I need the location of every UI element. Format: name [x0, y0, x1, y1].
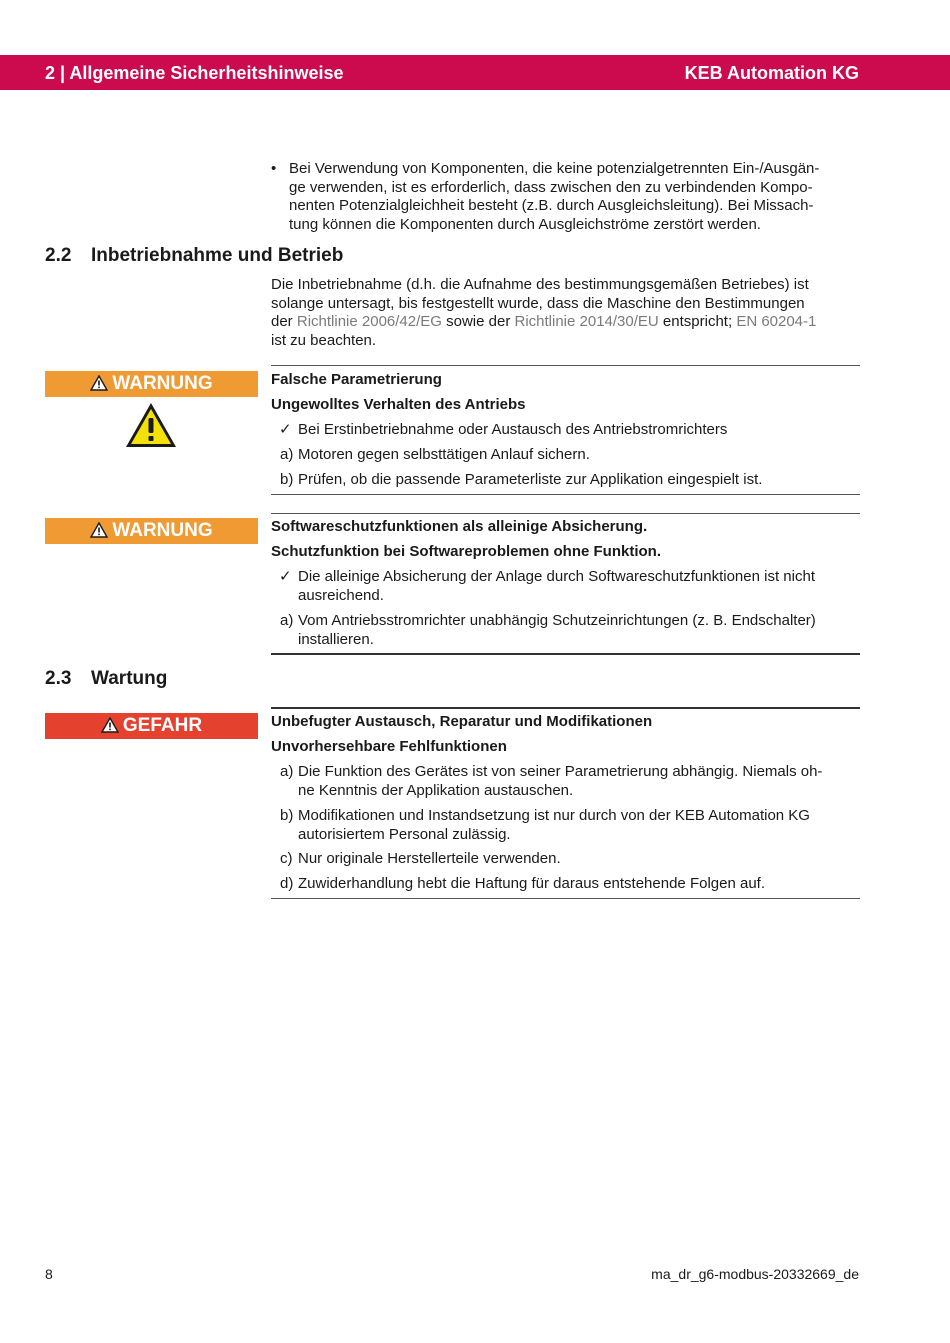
list-marker: c) — [280, 850, 293, 867]
list-item-text: Bei Erstinbetriebnahme oder Austausch des Antriebstromrichters — [298, 421, 728, 438]
warning-small-icon — [90, 522, 108, 538]
link-directive-2014-30[interactable]: Richtlinie 2014/30/EU — [514, 313, 659, 330]
danger-signal-label — [45, 713, 258, 739]
list-marker: a) — [280, 612, 294, 629]
paragraph-text: entspricht; — [658, 313, 737, 330]
section-title: Wartung — [91, 668, 168, 689]
danger-title: Unbefugter Austausch, Reparatur und Modifikationen — [271, 713, 653, 730]
warning1-title: Falsche Parametrierung — [271, 371, 442, 388]
paragraph-line: ist zu beachten. — [271, 331, 377, 349]
list-item — [271, 568, 861, 605]
list-marker: b) — [280, 471, 294, 488]
section-number: 2.3 — [45, 668, 72, 689]
list-item — [271, 850, 861, 869]
list-item — [271, 763, 861, 800]
danger-subtitle: Unvorhersehbare Fehlfunktionen — [271, 738, 507, 755]
divider — [271, 653, 860, 655]
list-item-text: ausreichend. — [298, 586, 384, 604]
paragraph-line — [271, 313, 861, 332]
link-directive-2006-42[interactable]: Richtlinie 2006/42/EG — [296, 313, 442, 330]
divider — [271, 365, 860, 366]
page-header — [0, 55, 950, 90]
chapter-title: 2 | Allgemeine Sicherheitshinweise — [45, 63, 344, 83]
bullet-line: tung können die Komponenten durch Ausgleichströme zerstört werden. — [289, 215, 761, 233]
commissioning-paragraph — [271, 276, 861, 350]
bullet-line: nenten Potenzialgleichheit besteht (z.B. durch Ausgleichsleitung). Bei Missach- — [289, 197, 814, 214]
document-id: ma_dr_g6-modbus-20332669_de — [651, 1266, 859, 1282]
company-name: KEB Automation KG — [684, 63, 859, 83]
list-marker: a) — [280, 763, 294, 780]
paragraph-line: solange untersagt, bis festgestellt wurde, dass die Maschine den Bestimmungen — [271, 294, 805, 312]
bullet-marker: • — [271, 160, 277, 177]
warning2-title: Softwareschutzfunktionen als alleinige Absicherung. — [271, 518, 648, 535]
warning-triangle-icon — [124, 401, 178, 449]
intro-bullet — [271, 160, 861, 234]
list-item — [271, 807, 861, 844]
list-item-text: Die alleinige Absicherung der Anlage durch Softwareschutzfunktionen ist nicht — [298, 568, 815, 585]
bullet-line: Bei Verwendung von Komponenten, die keine potenzialgetrennten Ein-/Ausgän- — [289, 160, 820, 177]
paragraph-line: Die Inbetriebnahme (d.h. die Aufnahme des bestimmungsgemäßen Betriebes) ist — [271, 276, 809, 293]
list-item-text: Prüfen, ob die passende Parameterliste zur Applikation eingespielt ist. — [298, 471, 763, 488]
warning1-subtitle: Ungewolltes Verhalten des Antriebs — [271, 396, 526, 413]
check-icon: ✓ — [279, 568, 292, 585]
warning-signal-label — [45, 371, 258, 397]
list-item — [271, 875, 861, 894]
warning-small-icon — [90, 375, 108, 391]
signal-word: GEFAHR — [122, 715, 203, 736]
paragraph-text: sowie der — [441, 313, 515, 330]
divider — [271, 898, 860, 899]
divider — [271, 513, 860, 514]
divider — [271, 707, 860, 709]
list-item — [271, 421, 861, 440]
section-heading-2-3 — [45, 668, 167, 690]
divider — [271, 494, 860, 495]
list-item-text: Modifikationen und Instandsetzung ist nur durch von der KEB Automation KG — [298, 807, 810, 824]
list-item — [271, 471, 861, 490]
list-item-text: ne Kenntnis der Applikation austauschen. — [298, 781, 574, 799]
list-item-text: Vom Antriebsstromrichter unabhängig Schutzeinrichtungen (z. B. Endschalter) — [298, 612, 816, 629]
section-heading-2-2 — [45, 245, 343, 267]
list-item-text: Nur originale Herstellerteile verwenden. — [298, 850, 561, 867]
warning2-subtitle: Schutzfunktion bei Softwareproblemen ohne Funktion. — [271, 543, 661, 560]
list-item-text: Die Funktion des Gerätes ist von seiner Parametrierung abhängig. Niemals oh- — [298, 763, 823, 780]
page-number: 8 — [45, 1266, 53, 1282]
warning-small-icon — [101, 717, 119, 733]
signal-word: WARNUNG — [112, 520, 213, 541]
list-item — [271, 446, 861, 465]
list-marker: a) — [280, 446, 294, 463]
section-number: 2.2 — [45, 245, 72, 266]
link-en-60204-1[interactable]: EN 60204-1 — [736, 313, 817, 330]
list-item-text: Motoren gegen selbsttätigen Anlauf sichern. — [298, 446, 590, 463]
paragraph-text: der — [271, 313, 297, 330]
warning-signal-label — [45, 518, 258, 544]
signal-word: WARNUNG — [112, 373, 213, 394]
list-marker: b) — [280, 807, 294, 824]
list-item-text: autorisiertem Personal zulässig. — [298, 825, 511, 843]
list-marker: d) — [280, 875, 294, 892]
bullet-line: ge verwenden, ist es erforderlich, dass zwischen den zu verbindenden Kompo- — [289, 178, 813, 196]
check-icon: ✓ — [279, 421, 292, 438]
list-item-text: installieren. — [298, 630, 374, 648]
section-title: Inbetriebnahme und Betrieb — [91, 245, 344, 266]
list-item — [271, 612, 861, 649]
list-item-text: Zuwiderhandlung hebt die Haftung für daraus entstehende Folgen auf. — [298, 875, 765, 892]
